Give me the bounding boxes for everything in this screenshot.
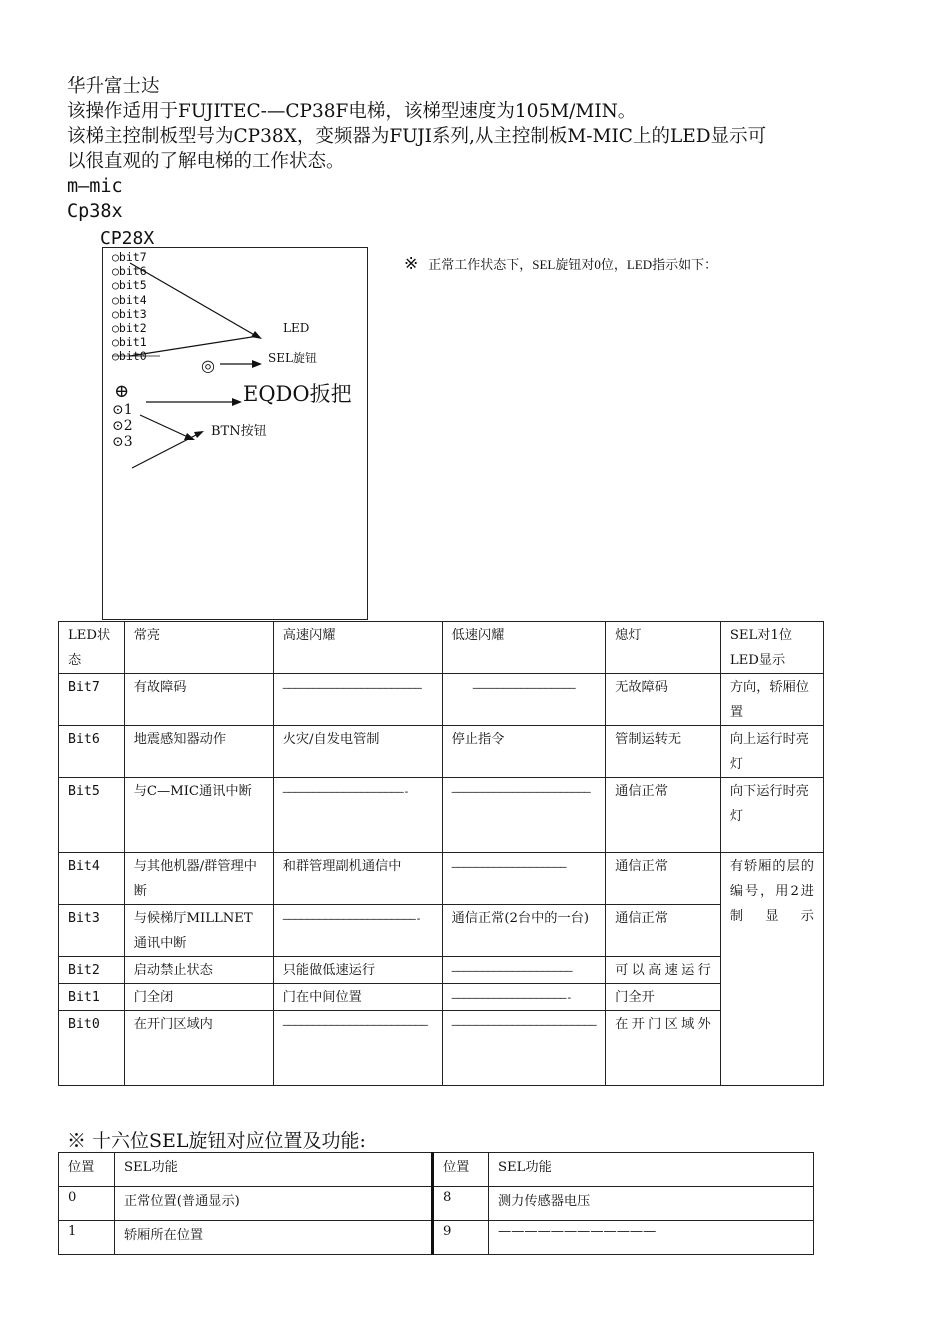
slow-blink-cell: 通信正常(2台中的一台) [442, 905, 606, 957]
header-cell: LED状态 [59, 622, 125, 674]
fast-blink-cell: ————————————————————- [273, 778, 442, 853]
bit-led-label: ○bit4 [112, 292, 147, 307]
fast-blink-cell: 门在中间位置 [273, 984, 442, 1011]
slow-blink-cell: 停止指令 [442, 726, 606, 778]
bit-cell: Bit6 [59, 726, 125, 778]
steady-cell: 地震感知器动作 [124, 726, 273, 778]
header-cell: SEL功能 [115, 1153, 433, 1187]
bit-led-label: ○bit6 [112, 264, 147, 279]
floor-binary-cell: 有轿厢的层的编号，用2进制显示 [720, 853, 823, 1086]
sel-section-heading: ※ 十六位SEL旋钮对应位置及功能: [67, 1130, 366, 1152]
table-header-row [59, 622, 824, 674]
bit-cell: Bit0 [59, 1011, 125, 1086]
off-cell: 管制运转无 [606, 726, 721, 778]
bit-led-label: ○bit3 [112, 306, 147, 321]
bit-cell: Bit5 [59, 778, 125, 853]
intro-line-board: 该梯主控制板型号为CP38X，变频器为FUJI系列,从主控制板M-MIC上的LED显示可 [67, 126, 767, 147]
table-row [59, 853, 824, 905]
steady-cell: 与C—MIC通讯中断 [124, 778, 273, 853]
header-cell: 高速闪耀 [273, 622, 442, 674]
intro-line-cp38x: Cp38x [67, 201, 123, 222]
sel-function-table [58, 1152, 814, 1255]
slow-blink-cell: ————————————————— [442, 674, 606, 726]
function-cell: 正常位置(普通显示) [115, 1187, 433, 1221]
steady-cell: 启动禁止状态 [124, 957, 273, 984]
steady-cell: 在开门区域内 [124, 1011, 273, 1086]
slow-blink-cell: ——————————————————————— [442, 778, 606, 853]
table-row [59, 905, 824, 957]
header-cell: SEL功能 [489, 1153, 814, 1187]
position-cell: 1 [59, 1221, 115, 1255]
off-cell: 可以高速运行 [606, 957, 721, 984]
steady-cell: 与其他机器/群管理中断 [124, 853, 273, 905]
btn-item: ⊙3 [112, 434, 133, 450]
intro-line-scope: 该操作适用于FUJITEC-—CP38F电梯，该梯型速度为105M/MIN。 [67, 101, 637, 122]
fast-blink-cell: ——————————————————————- [273, 905, 442, 957]
slow-blink-cell: ———————————————————————— [442, 1011, 606, 1086]
off-cell: 在开门区域外 [606, 1011, 721, 1086]
btn-item: ⊙1 [112, 402, 133, 418]
fast-blink-cell: 和群管理副机通信中 [273, 853, 442, 905]
board-label: CP28X [100, 228, 155, 249]
fast-blink-cell: 火灾/自发电管制 [273, 726, 442, 778]
off-cell: 通信正常 [606, 853, 721, 905]
slow-blink-cell: ——————————————————— [442, 853, 606, 905]
bit-cell: Bit1 [59, 984, 125, 1011]
reference-mark-icon: ※ [404, 254, 419, 273]
table-row [59, 1187, 814, 1221]
btn-list [112, 402, 133, 450]
eqdo-lever-icon: ⊕ [114, 381, 130, 402]
table-row [59, 1221, 814, 1255]
position-cell: 9 [433, 1221, 489, 1255]
bit-cell: Bit4 [59, 853, 125, 905]
function-cell: ———————————— [489, 1221, 814, 1255]
sel1-cell: 向下运行时亮灯 [720, 778, 823, 853]
table-row [59, 984, 824, 1011]
header-cell: 位置 [59, 1153, 115, 1187]
off-cell: 通信正常 [606, 905, 721, 957]
btn-item: ⊙2 [112, 418, 133, 434]
table-row [59, 778, 824, 853]
intro-line-company: 华升富士达 [67, 76, 160, 97]
led-status-table [58, 621, 824, 1086]
fast-blink-cell: 只能做低速运行 [273, 957, 442, 984]
fast-blink-cell: ———————————————————————— [273, 1011, 442, 1086]
led-label: LED [283, 321, 310, 335]
function-cell: 测力传感器电压 [489, 1187, 814, 1221]
function-cell: 轿厢所在位置 [115, 1221, 433, 1255]
header-cell: 熄灯 [606, 622, 721, 674]
position-cell: 0 [59, 1187, 115, 1221]
intro-line-board-cont: 以很直观的了解电梯的工作状态。 [67, 151, 345, 172]
position-cell: 8 [433, 1187, 489, 1221]
header-cell: 常亮 [124, 622, 273, 674]
normal-state-text: 正常工作状态下，SEL旋钮对0位，LED指示如下： [428, 257, 718, 272]
table-row [59, 674, 824, 726]
bit-led-label: ○bit2 [112, 321, 147, 336]
header-cell: 低速闪耀 [442, 622, 606, 674]
header-cell: 位置 [433, 1153, 489, 1187]
bit-cell: Bit2 [59, 957, 125, 984]
header-cell: SEL对1位LED显示 [720, 622, 823, 674]
fast-blink-cell: ——————————————————————— [273, 674, 442, 726]
table-row [59, 726, 824, 778]
off-cell: 无故障码 [606, 674, 721, 726]
sel1-cell: 方向，轿厢位置 [720, 674, 823, 726]
off-cell: 门全开 [606, 984, 721, 1011]
sel-knob-label: SEL旋钮 [268, 351, 317, 365]
off-cell: 通信正常 [606, 778, 721, 853]
table-row [59, 1011, 824, 1086]
slow-blink-cell: ———————————————————- [442, 984, 606, 1011]
steady-cell: 与候梯厅MILLNET通讯中断 [124, 905, 273, 957]
sel-knob-icon: ◎ [201, 356, 215, 375]
bit-led-label: ○bit1 [112, 335, 147, 350]
normal-state-note [404, 254, 717, 274]
slow-blink-cell: ———————————————————— [442, 957, 606, 984]
intro-line-mmic: m—mic [67, 176, 123, 197]
bit-led-label: ○bit5 [112, 278, 147, 293]
bit-cell: Bit7 [59, 674, 125, 726]
steady-cell: 门全闭 [124, 984, 273, 1011]
eqdo-lever-label: EQDO扳把 [243, 382, 352, 406]
bit-cell: Bit3 [59, 905, 125, 957]
table-header-row [59, 1153, 814, 1187]
table-row [59, 957, 824, 984]
bit-led-label: ○bit0 [112, 349, 147, 364]
btn-label: BTN按钮 [211, 424, 267, 439]
bit-led-label: ○bit7 [112, 250, 147, 264]
sel1-cell: 向上运行时亮灯 [720, 726, 823, 778]
steady-cell: 有故障码 [124, 674, 273, 726]
